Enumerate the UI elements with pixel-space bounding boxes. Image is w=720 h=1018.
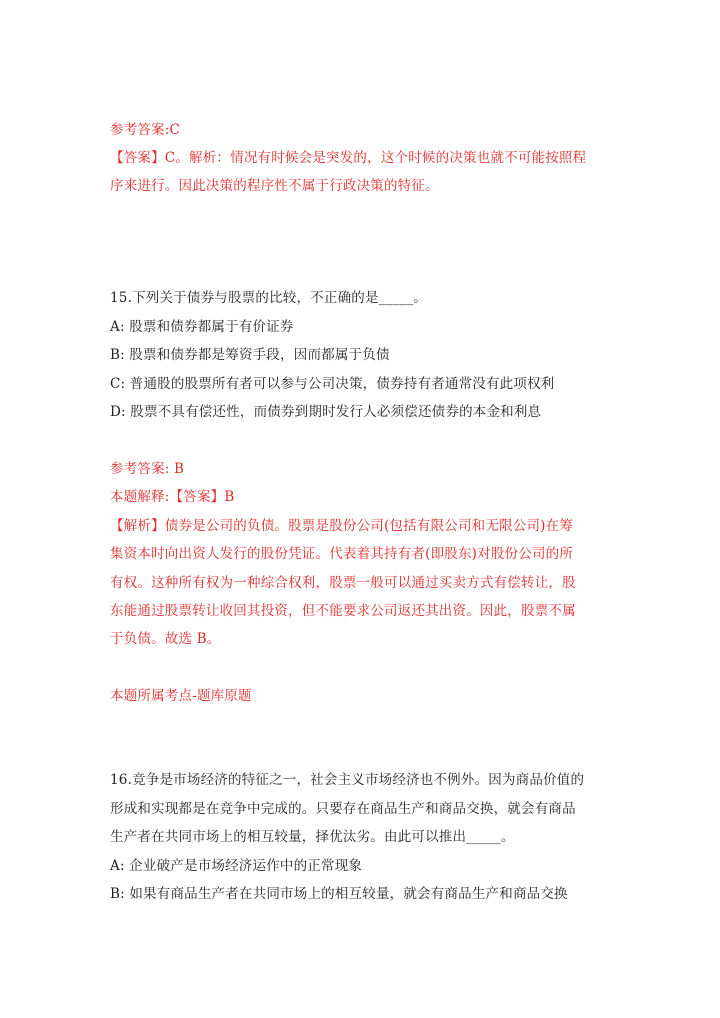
q16-option-b: B: 如果有商品生产者在共同市场上的相互较量，就会有商品生产和商品交换: [110, 886, 568, 902]
q15-topic-line: 本题所属考点-题库原题: [110, 688, 252, 704]
q15-answer-line: 参考答案: B: [110, 461, 185, 477]
q15-explanation-line-3: 有权。这种所有权为一种综合权利，股票一般可以通过买卖方式有偿转让，股: [110, 575, 576, 591]
q15-stem: 15.下列关于债券与股票的比较，不正确的是_____。: [110, 290, 428, 306]
q16-stem-line-3: 生产者在共同市场上的相互较量，择优汰劣。由此可以推出_____。: [110, 829, 515, 845]
q15-option-b: B: 股票和债券都是筹资手段，因而都属于负债: [110, 347, 390, 363]
q14-answer-line: 参考答案:C: [110, 122, 181, 138]
q15-explanation-line-4: 东能通过股票转让收回其投资，但不能要求公司返还其出资。因此，股票不属: [110, 603, 576, 619]
q16-stem-line-1: 16.竞争是市场经济的特征之一，社会主义市场经济也不例外。因为商品价值的: [110, 772, 585, 788]
q15-option-d: D: 股票不具有偿还性，而债券到期时发行人必须偿还债券的本金和利息: [110, 404, 542, 420]
q15-explanation-line-2: 集资本时向出资人发行的股份凭证。代表着其持有者(即股东)对股份公司的所: [110, 546, 574, 562]
q16-option-a: A: 企业破产是市场经济运作中的正常现象: [110, 858, 363, 874]
q15-option-a: A: 股票和债券都属于有价证券: [110, 319, 294, 335]
q15-explanation-header: 本题解释:【答案】B: [110, 489, 235, 505]
q15-option-c: C: 普通股的股票所有者可以参与公司决策，债券持有者通常没有此项权利: [110, 376, 555, 392]
q15-explanation-line-1: 【解析】债券是公司的负债。股票是股份公司(包括有限公司和无限公司)在筹: [110, 518, 574, 534]
q14-explanation-line-1: 【答案】C。解析：情况有时候会是突发的，这个时候的决策也就不可能按照程: [110, 150, 587, 166]
q16-stem-line-2: 形成和实现都是在竞争中完成的。只要存在商品生产和商品交换，就会有商品: [110, 801, 576, 817]
q15-explanation-line-5: 于负债。故选 B。: [110, 631, 221, 647]
q14-explanation-line-2: 序来进行。因此决策的程序性不属于行政决策的特征。: [110, 178, 439, 194]
